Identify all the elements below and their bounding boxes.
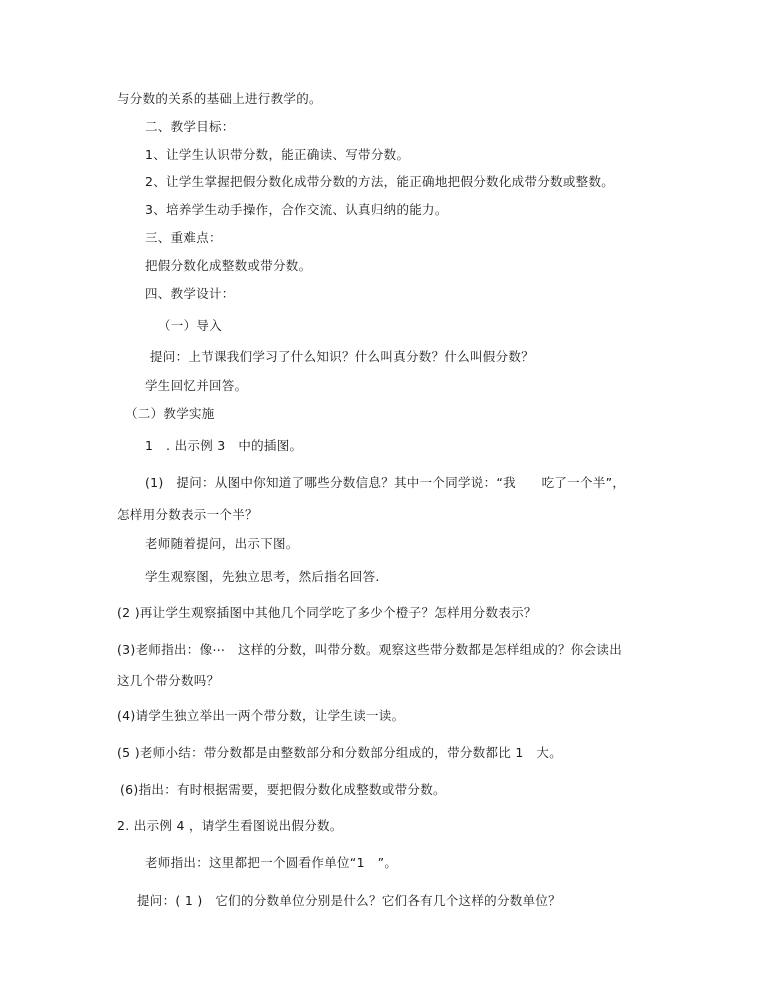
text-line: 老师随着提问，出示下图。 xyxy=(145,536,299,551)
section-heading: 四、教学设计： xyxy=(145,286,235,301)
text-line: 老师指出：这里都把一个圆看作单位“1 ”。 xyxy=(145,855,398,870)
text-line: (6)指出：有时根据需要，要把假分数化成整数或带分数。 xyxy=(120,782,446,797)
text-line: 提问：上节课我们学习了什么知识？什么叫真分数？什么叫假分数？ xyxy=(150,349,535,364)
text-line: 2. 出示例 4 ，请学生看图说出假分数。 xyxy=(117,818,343,833)
text-line: 提问：( 1 ) 它们的分数单位分别是什么？它们各有几个这样的分数单位？ xyxy=(137,893,561,908)
section-heading: 二、教学目标： xyxy=(145,119,235,134)
text-line: 怎样用分数表示一个半？ xyxy=(117,507,258,522)
text-line: 学生回忆并回答。 xyxy=(145,378,248,393)
subsection-heading: （二）教学实施 xyxy=(125,406,215,421)
text-line: (3)老师指出：像⋯ 这样的分数，叫带分数。观察这些带分数都是怎样组成的？你会读出 xyxy=(117,642,623,657)
text-line: 1 . 出示例 3 中的插图。 xyxy=(145,438,303,453)
text-line: (5 )老师小结：带分数都是由整数部分和分数部分组成的，带分数都比 1 大。 xyxy=(117,745,563,760)
text-line: (2 )再让学生观察插图中其他几个同学吃了多少个橙子？怎样用分数表示？ xyxy=(117,605,537,620)
list-item: 1、让学生认识带分数，能正确读、写带分数。 xyxy=(145,147,410,162)
list-item: 3、培养学生动手操作，合作交流、认真归纳的能力。 xyxy=(145,202,448,217)
text-line: 学生观察图，先独立思考，然后指名回答. xyxy=(145,569,380,584)
text-line: 这几个带分数吗？ xyxy=(117,673,220,688)
text-line: (4)请学生独立举出一两个带分数，让学生读一读。 xyxy=(117,708,405,723)
subsection-heading: （一）导入 xyxy=(158,318,223,333)
text-line: (1) 提问：从图中你知道了哪些分数信息？其中一个同学说：“我 吃了一个半”， xyxy=(145,475,626,490)
section-heading: 三、重难点： xyxy=(145,230,222,245)
text-line: 与分数的关系的基础上进行教学的。 xyxy=(117,91,322,106)
list-item: 2、让学生掌握把假分数化成带分数的方法，能正确地把假分数化成带分数或整数。 xyxy=(145,174,615,189)
text-line: 把假分数化成整数或带分数。 xyxy=(145,258,312,273)
